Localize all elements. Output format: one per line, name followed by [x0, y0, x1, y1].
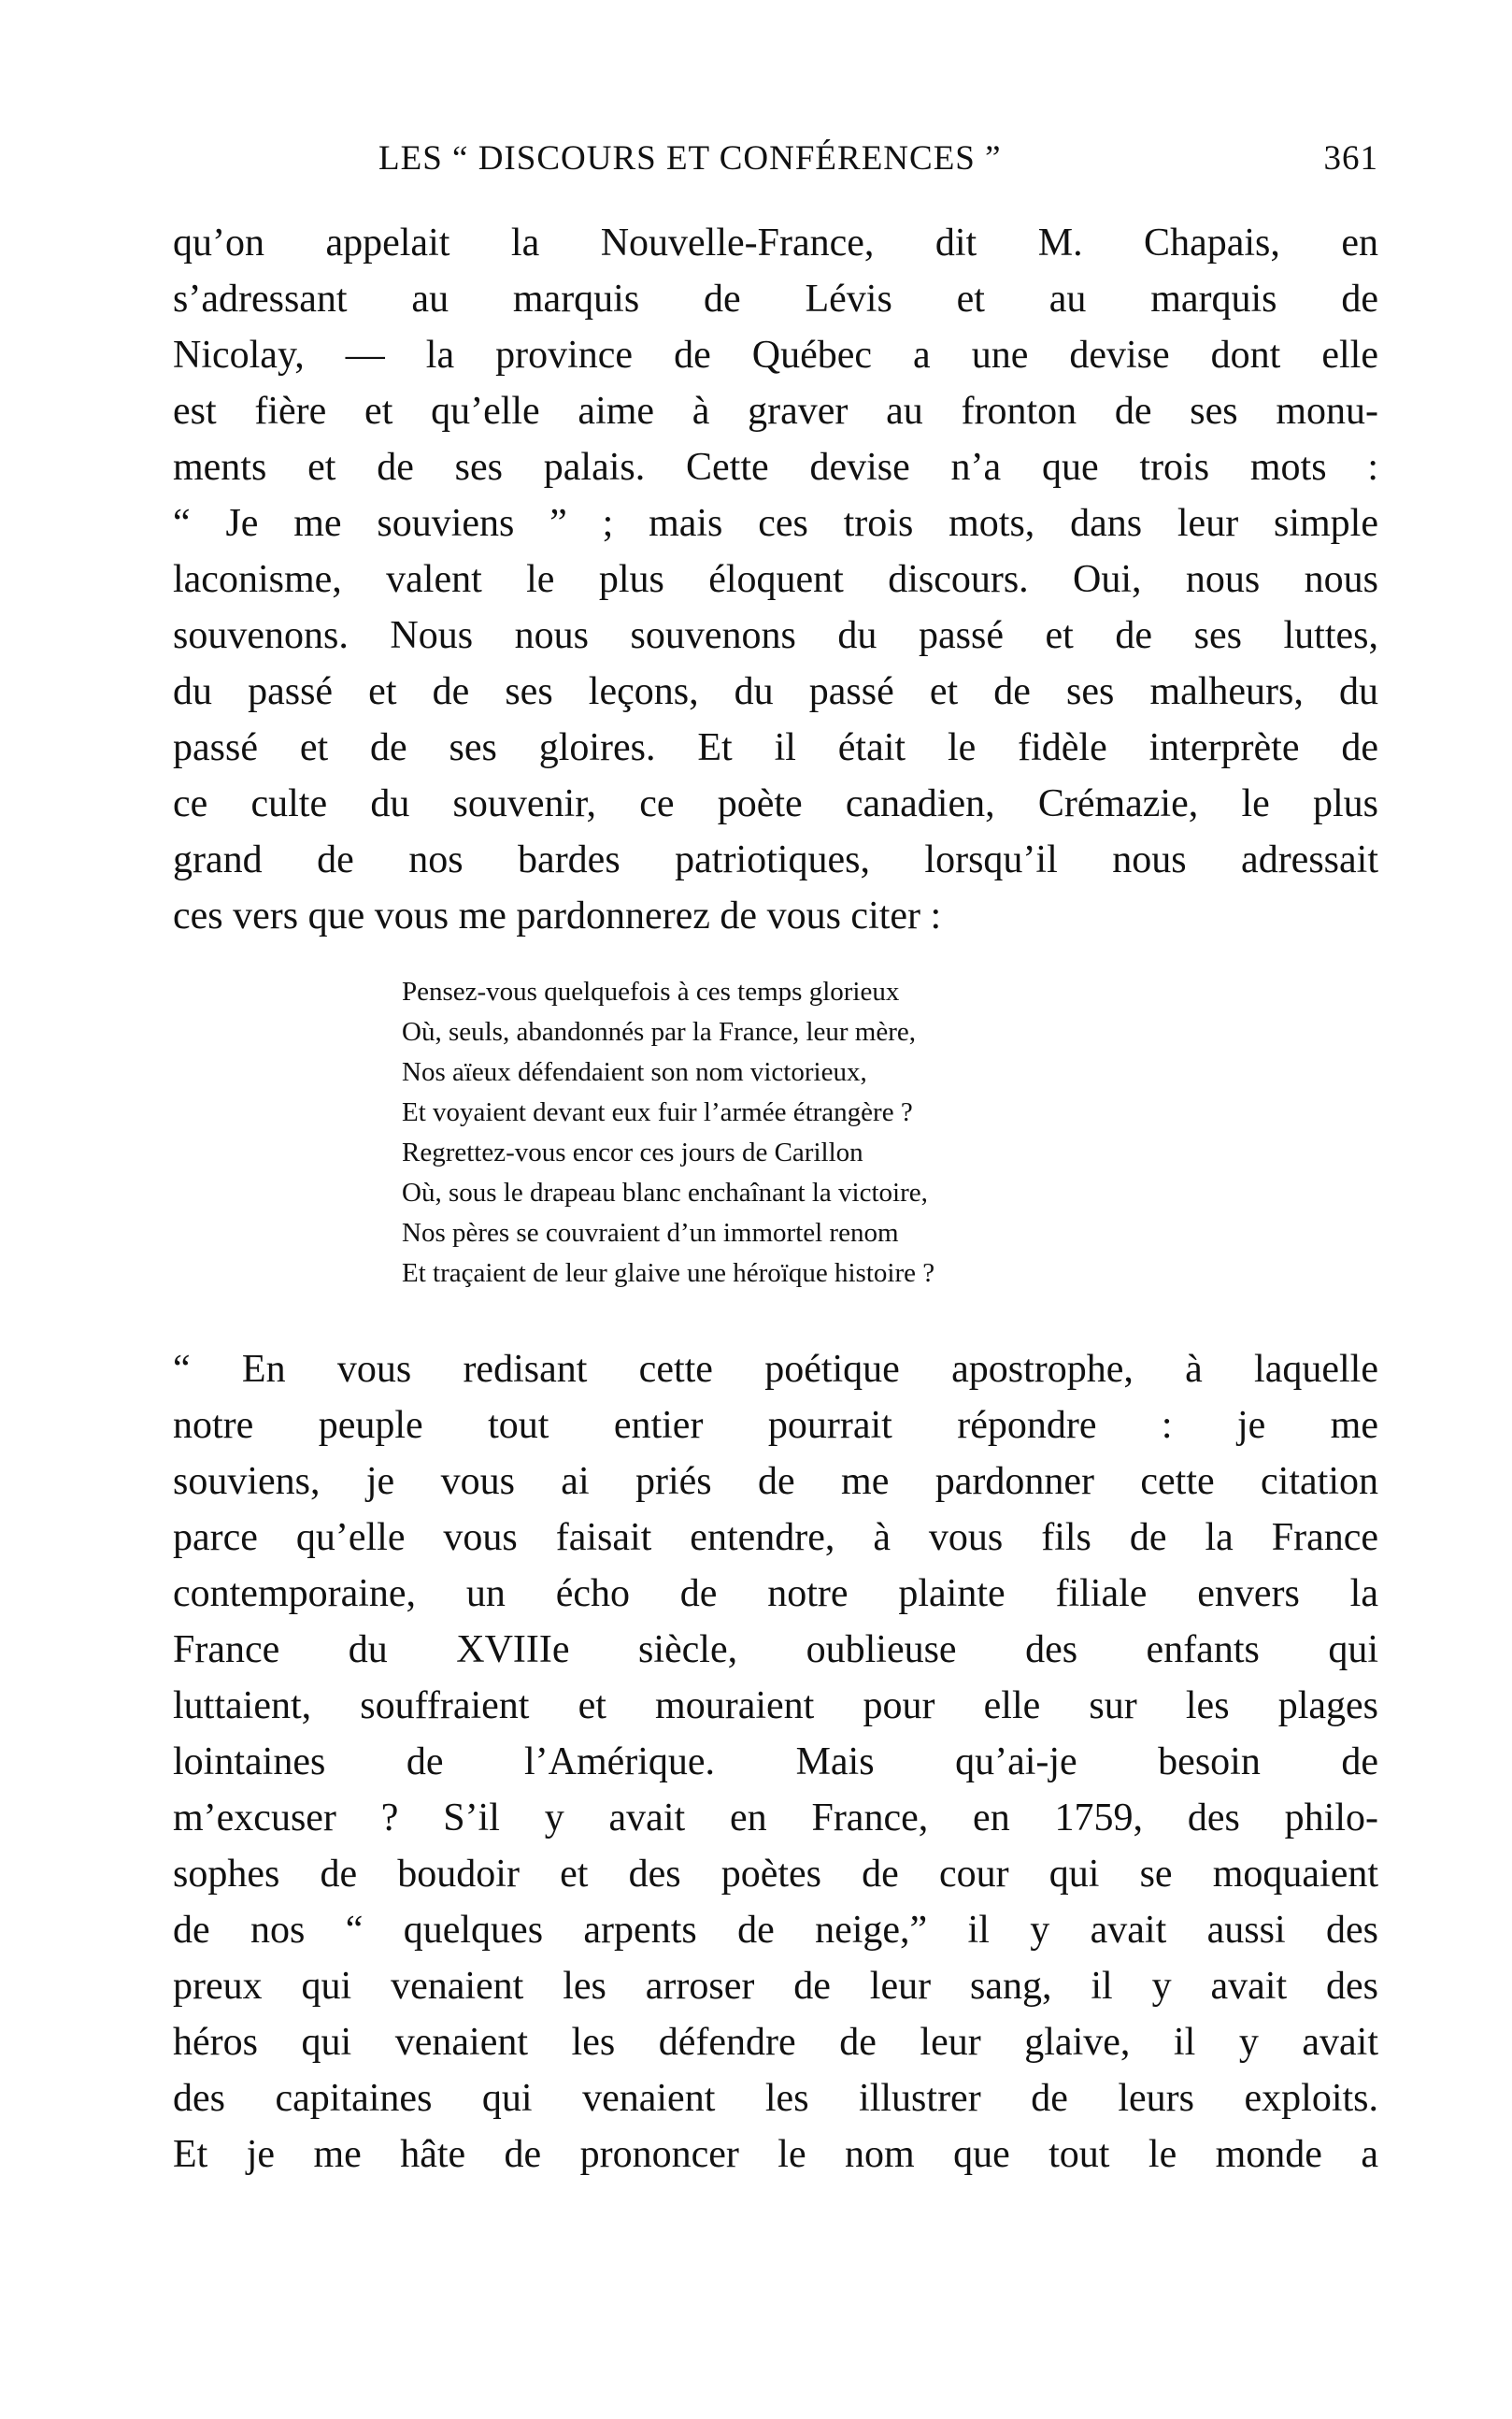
text-line: Nicolay, — la province de Québec a une devise dont elle — [173, 334, 1378, 377]
text-line: qu’on appelait la Nouvelle-France, dit M. Chapais, en — [173, 222, 1378, 265]
text-line: est fière et qu’elle aime à graver au fronton de ses monu- — [173, 390, 1378, 433]
poem-line: Et voyaient devant eux fuir l’armée étrangère ? — [402, 1097, 913, 1127]
text-line: Et je me hâte de prononcer le nom que tout le monde a — [173, 2133, 1378, 2176]
poem-line: Nos pères se couvraient d’un immortel renom — [402, 1218, 899, 1248]
text-line: sophes de boudoir et des poètes de cour qui se moquaient — [173, 1853, 1378, 1896]
text-line: “ En vous redisant cette poétique apostrophe, à laquelle — [173, 1348, 1378, 1391]
poem-line: Nos aïeux défendaient son nom victorieux, — [402, 1057, 867, 1087]
poem-line: Et traçaient de leur glaive une héroïque histoire ? — [402, 1258, 935, 1288]
poem-line: Où, seuls, abandonnés par la France, leur mère, — [402, 1017, 916, 1047]
text-line: de nos “ quelques arpents de neige,” il y avait aussi des — [173, 1909, 1378, 1952]
running-title: LES “ DISCOURS ET CONFÉRENCES ” — [378, 139, 1002, 178]
text-line: France du XVIIIe siècle, oublieuse des enfants qui — [173, 1628, 1378, 1671]
text-line: parce qu’elle vous faisait entendre, à vous fils de la France — [173, 1516, 1378, 1559]
text-line: m’excuser ? S’il y avait en France, en 1759, des philo- — [173, 1796, 1378, 1839]
text-line: contemporaine, un écho de notre plainte filiale envers la — [173, 1572, 1378, 1615]
text-line: des capitaines qui venaient les illustrer de leurs exploits. — [173, 2077, 1378, 2120]
running-head — [173, 136, 1378, 182]
text-line: lointaines de l’Amérique. Mais qu’ai-je besoin de — [173, 1740, 1378, 1783]
text-line: ces vers que vous me pardonnerez de vous citer : — [173, 895, 942, 938]
paragraph-1 — [173, 215, 1378, 944]
text-line: héros qui venaient les défendre de leur glaive, il y avait — [173, 2021, 1378, 2064]
poem-line: Regrettez-vous encor ces jours de Carillon — [402, 1138, 863, 1167]
page-number: 361 — [1323, 139, 1378, 178]
text-line: s’adressant au marquis de Lévis et au marquis de — [173, 278, 1378, 321]
poem-line: Où, sous le drapeau blanc enchaînant la victoire, — [402, 1178, 928, 1208]
text-line: preux qui venaient les arroser de leur sang, il y avait des — [173, 1965, 1378, 2008]
text-line: du passé et de ses leçons, du passé et de ses malheurs, du — [173, 670, 1378, 713]
text-line: passé et de ses gloires. Et il était le fidèle interprète de — [173, 726, 1378, 769]
text-line: ments et de ses palais. Cette devise n’a que trois mots : — [173, 446, 1378, 489]
poem-quotation — [402, 972, 1168, 1294]
text-line: “ Je me souviens ” ; mais ces trois mots, dans leur simple — [173, 502, 1378, 545]
text-line: souviens, je vous ai priés de me pardonner cette citation — [173, 1460, 1378, 1503]
text-line: notre peuple tout entier pourrait répondre : je me — [173, 1404, 1378, 1447]
text-line: ce culte du souvenir, ce poète canadien, Crémazie, le plus — [173, 782, 1378, 825]
text-line: souvenons. Nous nous souvenons du passé et de ses luttes, — [173, 614, 1378, 657]
text-line: laconisme, valent le plus éloquent discours. Oui, nous nous — [173, 558, 1378, 601]
text-line: grand de nos bardes patriotiques, lorsqu’il nous adressait — [173, 838, 1378, 881]
paragraph-2 — [173, 1341, 1378, 2183]
text-line: luttaient, souffraient et mouraient pour elle sur les plages — [173, 1684, 1378, 1727]
poem-line: Pensez-vous quelquefois à ces temps glorieux — [402, 977, 900, 1007]
